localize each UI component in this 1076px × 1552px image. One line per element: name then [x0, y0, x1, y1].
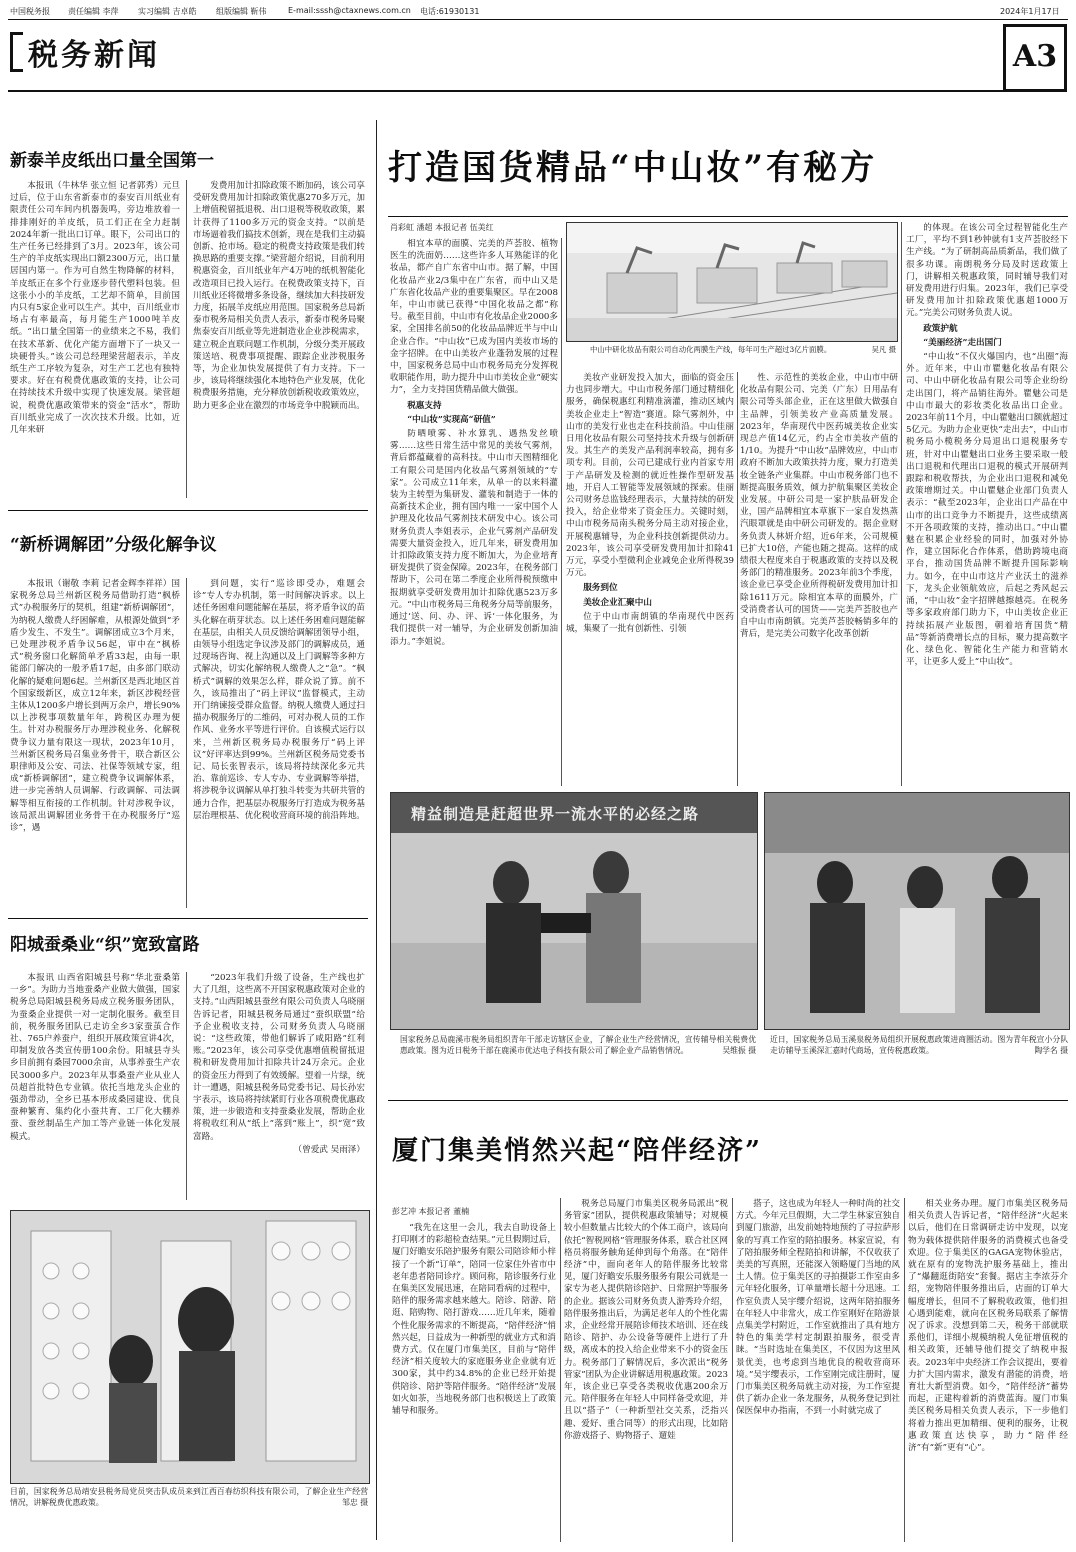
body-text: 发费用加计扣除政策不断加码，该公司享受研发费用加计扣除政策优惠270多万元，加上增值税留抵退税、出口退税等税收政策，累计获得了1100多万元的资金支持。“以前是市场逼着我们搞技术创新，现在是我们主动搞创新、抢市场。稳定的税费支持政策是我们转换思路的重要支撑。”梁营超介绍说，目前利用税惠资金，百川纸业年产4万吨的纸机智能化改造项目已投入运行。在税费政策支持下，百川纸业还将微增多条设备，继续加大科技研发力度，拓展羊皮纸应用范围。国家税务总局新泰市税务局相关负责人表示，新泰市税务局聚焦泰安百川纸业等先进制造业企业涉税需求，建立税企直联问题工作机制，分级分类开展政策送培、税费事项提醒、跟踪企业涉税服务等，为企业加快发展提供了有力支持。下一步，该局将继续强化本地特色产业发展，优化税费服务措施，充分释放创新税收政策效应，助力更多企业在激烈的市场竞争中脱颖而出。: [193, 181, 365, 411]
article-parchment-col1: [10, 180, 180, 498]
column-divider: [560, 1198, 561, 1542]
tax-photo2-caption: [770, 1034, 1068, 1056]
article-divider: [8, 918, 368, 919]
editor-credit: 责任编辑 李萍: [68, 7, 119, 16]
subhead: 美妆企业汇聚中山: [583, 597, 652, 608]
companion-col3: [736, 1198, 900, 1542]
body-text: 美妆产业研发投入加大，面临的资金压力也同步增大。中山市税务部门通过精细化服务，确保税惠红利精准滴灌，推动区域内美妆企业走上“智造”赛道。除气雾剂外，中山市的美发行业也走在科技前沿。中山佳丽日用化妆品有限公司坚持技术升级与创新研发。其生产的美发产品利润率较高，拥有多项专利。目前，公司已建成行业内首家专用于产品研发及检测的就近性操作型研发基地，开启人工智能等发展领域的探索。佳丽公司财务总监钱经理表示，大量持续的研发投入，给企业带来了资金压力。关键时刻，中山市税务局南头税务分局主动对接企业，开展税惠辅导，为企业科技创新提供动力。2023年，该公司享受研发费用加计扣除41万元，享受小型微利企业减免企业所得税39万元。: [566, 373, 734, 579]
column-divider: [561, 238, 562, 786]
photo-credit: 陶学名 摄: [1034, 1046, 1068, 1055]
headline-mediation: “新桥调解团”分级化解争议: [10, 535, 217, 555]
headline-parchment: 新泰羊皮纸出口量全国第一: [10, 151, 214, 171]
body-text: 防晒喷雾、补水算乳、遇热发丝喷雾……这些日常生活中常见的美妆气雾剂，背后都蕴藏着的高科技。中山市天图精细化工有限公司是国内化妆品气雾剂领域的“专家”。公司成立11年来，从单一的以来料灌装为主转型为集研发、灌装和制造于一体的高新技术企业，拥有国内唯一一家中国个人护理及化妆品气雾剂技术研发中心。该公司财务负责人李姐表示，企业气雾剂产品研发需要大量资金投入，近几年来，研发费用加计扣除政策支持力度不断加大，为企业培育研发提供了资金保障。2023年，在税务部门帮助下，公司在第二季度企业所得税预缴申报期就享受研发费用加计扣除优惠523万多元。“中山市税务局三角税务分局等前服务，通过‘送、问、办、评、诉’一体化服务，为我们提供一对一辅导，为企业研发创新加油添力。”李姐说。: [390, 429, 558, 647]
article-mediation-col2: [193, 578, 365, 908]
page-box: [1003, 24, 1067, 92]
caption-text: 中山中研化妆品有限公司自动化两膜生产线，每年可生产超过3亿片面膜。: [590, 345, 832, 354]
photo-credit: 邹忠 摄: [342, 1498, 368, 1507]
main-divider: [376, 120, 377, 1540]
subhead: 服务到位: [583, 583, 618, 594]
body-text: “2023年我们升级了设备，生产线也扩大了几组，这些离不开国家税惠政策对企业的支持。”山西阳城县蚕丝有限公司负责人乌晓丽告诉记者，阳城县税务局通过“蚕织联盟”给予企业税收支持，公司财务负责人乌晓丽说：“这些政策，带他们解诉了咸阳路”红利账。”2023年，该公司享受优惠增值税留抵退税和研发费用加计扣除共计24万余元。企业的资金压力得到了有效缓解。望着一片绿，统计一遭遇，阳城县税务局党委书记、局长孙宏宇表示，该局将持续紧盯行业各项税费优惠政策，进一步锻造和支持蚕桑业发展，帮助企业将税收红利从“纸上”落到“账上”，织“宽”致富路。: [193, 973, 365, 1142]
textile-factory-photo: [10, 1210, 370, 1484]
headline-silk: 阳城蚕桑业“织”宽致富路: [10, 935, 200, 955]
email-credit: E-mail:sssh@ctaxnews.com.cn: [288, 6, 411, 15]
companion-col2: [564, 1198, 728, 1542]
photo-credit: 吴凡 摄: [871, 345, 896, 354]
textile-photo-caption: [10, 1486, 368, 1508]
column-divider: [186, 972, 187, 1200]
factory-banner-text: 精益制造是赶超世界一流水平的必经之路: [411, 805, 700, 823]
issue-date: 2024年1月17日: [1000, 7, 1060, 16]
article-mediation-col1: [10, 578, 180, 908]
headline-rule: [388, 216, 1068, 217]
phone-credit: 电话:61930131: [420, 7, 480, 16]
article-divider: [8, 510, 368, 511]
caption-text: 近日，国家税务总局玉溪泉税务局组织开展税惠政策进商圈活动。图为青年税宣小分队走访辅导玉溪深汇嘉时代商场，宣传税惠政策。: [770, 1035, 1068, 1055]
body-text: 性、示范性的美妆企业，中山市中研化妆品有限公司、完美（广东）日用品有限公司等头部企业，正在这里做大做强自主品牌，引领美妆产业高质量发展。2023年，华南现代中医药城美妆企业实现总产值14亿元，约占全市美妆产值的1/10。为提升“中山妆”品牌效应，中山市政府不断加大政策扶持力度，聚力打造美妆全链条产业集群。中山市税务部门也不断提高服务质效，倾力护航集聚区美妆企业发展。中研公司是一家护肤品研发企业，国产品牌相宜本草旗下一家自发热蒸汽眼罩就是由中研公司研发的。据企业财务负责人林妍介绍，近6年来，公司规模已扩大10倍，产能也随之提高。这样的成绩很大程度来自于税惠政策的支持以及税务部门的精准服务。2023年前3个季度，该企业已享受企业所得税研发费用加计扣除1611万元。除相宜本草的面膜外，广受消费者认可的国货——完美芦荟胶也产自中山市南朗镇。完美芦荟胶畅销多年的背后，是完美公司数字化改革创新: [740, 373, 898, 640]
companion-col4: [908, 1198, 1068, 1542]
tax-photo1-caption: [400, 1034, 756, 1056]
subhead: “中山妆”实现高“研值”: [407, 414, 496, 425]
article-parchment-col2: [193, 180, 365, 498]
intern-credit: 实习编辑 吉卓皓: [138, 7, 197, 16]
subhead: “美丽经济”走出国门: [923, 337, 1002, 348]
column-divider: [737, 372, 738, 786]
cosmetics-factory-photo: [566, 222, 898, 342]
caption-text: 目前，国家税务总局靖安县税务局党员突击队成员来到江西百春纺织科技有限公司，了解企业生产经营情况，讲解税费优惠政策。: [10, 1487, 368, 1507]
body-text: 到问题，实行“巡诊即受办，难题会诊”专人专办机制，第一时间解决诉求。以上述任务困难问题能解在基层，将矛盾争议的苗头化解在萌芽状态。以上述任务困难问题能解在基层，由相关人员反馈给调解团领导小组，由领导小组选定争议涉及部门的调解成员，通过现场咨询、视上沟通以及上门调解等多种方式解决，切实化解纳税人缴费人之“急”。“枫桥式”调解的效果怎么样，群众说了算。前不久，该局推出了“码上评议”监督模式，主动开门纳谏接受群众监督。纳税人缴费人通过扫描办税服务厅的二维码，可对办税人员的工作作风、业务水平等进行评价。自该模式运行以来，兰州新区税务局办税服务厅“码上评议”好评率达到99%。兰州新区税务局党委书记、局长张智表示，该局将持续深化多元共治、靠前巡诊、专人专办、专业调解等举措，将涉税争议调解从单打独斗转变为共研共管的通力合作，把基层办税服务厅打造成为税务基层治理根基、优化税收营商环境的前沿阵地。: [193, 579, 365, 821]
body-text: 搭子，这也成为年轻人一种时尚的社交方式。今年元旦假期，大二学生林家宣独自到厦门旅游，出发前她特地预约了寻拉萨形象的写真工作室的陪拍服务。林家宣说，有了陪拍服务师全程陪拍和讲解，不仅收获了美美的写真照，还能深入领略厦门当地的风土人情。位于集美区的寻拍摄影工作室由多元年轻化服务，订单量增长超十分迅速。工作室负责人吴宇缨介绍说，这两年陪拍服务在年轻人中非常火，成工作室刚好在陪游景点集美学村附近，工作室就推出了具有地方特色的集美学村定制跟拍服务，很受青睐。“当时选址在集美区，不仅因为这里风景优美，也考虑到当地优良的税收营商环境。”吴宇缨表示，工作室刚完成注册时，厦门市集美区税务局就主动对接，为工作室提供了新办企业一条龙服务，从税务登记到社保医保申办指南，不到一小时就完成了: [736, 1199, 900, 1417]
article-silk-col1: [10, 972, 180, 1200]
body-text: “中山妆”不仅火爆国内，也“出圈”海外。近年来，中山市瞿魅化妆品有限公司、中山中研化妆品有限公司等企业纷纷走出国门，将产品销往海外。瞿魅公司是中山市最大的彩妆类化妆品出口企业。2023年前11个月，中山瞿魅出口额就超过5亿元。为助力企业更快“走出去”，中山市税务局小榄税务分局退出口退税服务专班，针对中山瞿魅出口业务主要采取一般出口退税和代理出口退税的模式开展研判跟踪和税收帮扶，为企业出口退税和减免政策增期过关。中山瞿魅企业部门负责人表示：“截至2023年，企业出口产品在中山市的出口竞争力不断提升，这些成绩离不开各项政策的支持，推动出口。”中山瞿魅在积累企业经验的同时，加强对外协作，建立国际化合作体系，借助跨境电商平台，推动国货品牌不断提升国际影响力。如今，在中山市这片产业沃土的滋养下，龙头企业领航效应，后起之秀风起云涌，“中山妆”金字招牌越擦越亮。在税务等多家政府部门助力下，中山美妆企业正持续拓展产业版图，朝着培育国货“精品”等新消费增长点的目标，聚力提高数字化、绿色化、智能化生产能力和营销水平，让更多人爱上“中山妆”。: [906, 352, 1068, 668]
body-text: 的体现。在该公司全过程智能化生产工厂，平均不到1秒钟就有1支芦荟胶经下生产线。“为了研制高品质新品，我们做了很多功课。南朗税务分局及时送政策上门，讲解相关税惠政策，同时辅导我们对研发费用进行归集。2023年，我们已享受研发费用加计扣除政策优惠超1000万元。”完美公司财务负责人说。: [906, 223, 1068, 319]
page-number: A3: [1012, 39, 1058, 74]
paper-name: 中国税务报: [10, 7, 50, 16]
column-divider: [732, 1198, 733, 1542]
masthead-rule: [8, 19, 1068, 20]
body-text: 位于中山市南朗镇的华南现代中医药城，集聚了一批有创新性、引领: [566, 611, 734, 635]
zhongshan-col3: [740, 372, 898, 786]
column-divider: [186, 180, 187, 498]
body-text: 税务总局厦门市集美区税务局派出“税务管家”团队，提供税惠政策辅导；对规模较小但数量占比较大的个体工商户，该局向依托“智税网格”管理服务体系，联合社区网格员将服务触角延伸到每个角落。在“陪伴经济”中，面向老年人的陪伴服务比较常见，厦门好瞻安乐服务服务有限公司就是一家专为老人提供陪诊陪护、日常照护等服务的企业。据该公司财务负责人游秀玲介绍，陪伴服务推出后，为满足老年人的个性化需求，企业经常开展陪诊师技术培训、还在线陪诊、陪护、办公设备等硬件上进行了升级，离成本的投入给企业带来不小的资金压力。税务部门了解情况后，多次派出“税务管家”团队为企业讲解适用税惠政策。2023年，该企业已享受各类税收优惠200余万元。陪伴服务在年轻人中同样备受欢迎，并且以“搭子”（一种新型社交关系，泛指兴趣、爱好、重合同等）的形式出现，比如陪你游戏搭子、购物搭子、遛娃: [564, 1199, 728, 1441]
column-divider: [904, 1198, 905, 1542]
subhead: 政策护航: [923, 323, 958, 334]
headline-companion-economy: 厦门集美悄然兴起“陪伴经济”: [392, 1136, 762, 1166]
byline-zhongshan: 肖彩虹 潘超 本报记者 伍美红: [390, 223, 494, 232]
headline-zhongshan: 打造国货精品“中山妆”有秘方: [388, 148, 878, 188]
section-rule: [8, 90, 1003, 92]
section-title: 税务新闻: [28, 38, 160, 73]
body-text: 本报讯（谢敬 李莉 记者金辉李祥祥）国家税务总局兰州新区税务局借助打造“枫桥式”办税服务厅的契机，组建“新桥调解团”，为纳税人缴费人纾困解难，从根源处做到“矛盾少发生、不发生”。调解团成立3个月来，已处理涉税矛盾争议56起，审中在“枫桥式”税务窗口化解简单矛盾33起，由每一职能部门解决的一般矛盾17起，由多部门联动化解的疑难问题6起。兰州新区是西北地区首个国家级新区，成立12年来，新区涉税经营主体从1200多户增长到两万余户，增长90%以上涉税事项数量年年，跨税区办理为便生。针对办税服务厅办理涉税业务、化解税费争议力量有限这一现状，2023年10月，兰州新区税务局召集业务骨干，联合新区公职律师及公安、司法、社保等领域专家，组成“新桥调解团”，建立税费争议调解体系，进一步完善纳人员调解、行政调解、司法调解等相互衔接的工作机制。针对涉税争议，该局派出调解团业务骨干在办税服务厅“巡诊”，遇: [10, 579, 180, 834]
caption-text: 国家税务总局鹿溪市税务局组织青年干部走访辖区企业，了解企业生产经营情况，宣传辅导相关税费优惠政策。图为近日税务干部在鹿溪市优达电子科技有限公司了解企业产品销售情况。: [400, 1035, 756, 1055]
body-text: 本报讯（牛林华 张立恒 记者郭秀）元旦过后，位于山东省新泰市的泰安百川纸业有限责任公司车间内机器轰鸣，旁边堆放着一排排刚好的羊皮纸，员工们正在全力赶制2024年新一批出口订单。眼下，公司出口的生产任务已经排到了3月。2023年，该公司生产的羊皮纸实现出口额2300万元，出口量居国内第一。作为可自然生物降解的材料，羊皮纸正在多个行业逐步替代塑料包装。但这张小小的羊皮纸，工艺却不简单，目前国内只有5家企业可以生产。其中，百川纸业市场占有率最高，每月能生产1000吨羊皮纸。“出口量全国第一的业绩来之不易，我们在技术革新、优化产能方面增下了一块又一块硬骨头。”该公司总经理梁营超表示，羊皮纸生产工序较为复杂，对生产工艺也有独特要求。好在有税费优惠政策的支持，让公司在持续技术升级中实现了快速发展。梁营超说，税费优惠政策带来的资金“活水”，帮助百川纸业完成了一次次技术升级。比如，近几年来研: [10, 181, 180, 436]
tax-officers-mall-photo: [764, 792, 1070, 1030]
body-text: 本报讯 山西省阳城县号称“华北蚕桑第一乡”。为助力当地蚕桑产业做大做强，国家税务总局阳城县税务局成立税务服务团队，为蚕桑企业提供一对一定制化服务。截至目前，税务服务团队已走访全乡3家蚕茧合作社、765户养蚕户，组织开展政策宣讲4次，印制发放各类宣传册100余份。阳城县寺头乡目前拥有桑园7000余亩，从事养蚕生产农民3000多户。2023年从事桑蚕产业从业人员超首批特色专业镇。依托当地龙头企业的强劲带动，全乡已基本形成桑园建设、优良蚕种繁育、集约化小蚕共育、工厂化大棚养蚕、蚕丝制品生产加工等产业链一体化发展模式。: [10, 973, 180, 1142]
subhead: 税惠支持: [407, 400, 442, 411]
zhongshan-col1: [390, 238, 558, 786]
zhongshan-col2: [566, 372, 734, 786]
companion-col1: [392, 1222, 556, 1542]
factory-photo-caption: [590, 344, 896, 355]
article-divider: [388, 1100, 1068, 1101]
body-text: “我先在这里一会儿，我去自助设备上打印刚才的彩超检查结果。”元旦假期过后，厦门好瞻安乐陪护服务有限公司陪诊师小梓接了一个新“订单”，陪同一位家住外省市中老年患者陪同诊疗。顾问称，陪诊服务行业在集美区发展迅速，在陪同看病的过程中，陪伴的服务需求越来越大。陪诊、陪游、陪逛、陪购物、陪打游戏……近几年来，随着个性化服务需求的不断提高，“陪伴经济”悄然兴起，日益成为一种新型的就业方式和消费方式。仅在厦门市集美区，目前与“陪伴经济”相关度较大的家庭服务业企业就有近300家，其中约34.8%的企业已经开始提供陪诊、陪护等陪伴服务。“陪伴经济”发展如火如荼，当地税务部门也积极送上了政策辅导和服务。: [392, 1223, 556, 1417]
column-divider: [901, 222, 902, 786]
column-divider: [186, 578, 187, 908]
byline-companion: 彭艺冲 本报记者 董楠: [392, 1207, 470, 1216]
article-credit: （曾爱武 吴雨泽）: [293, 1144, 365, 1155]
photo-credit: 吴维振 摄: [722, 1046, 756, 1055]
zhongshan-col4: [906, 222, 1068, 786]
article-silk-col2: [193, 972, 365, 1200]
body-text: 相宜本草的面膜、完美的芦荟胶、植物医生的洗面奶……这些许多人耳熟能详的化妆品，都产自广东省中山市。据了解，中国化妆品产业2/3集中在广东省，而中山又是广东省化妆品产业的重要集聚区。早在2008年，中山市就已获得“中国化妆品之都”称号。截至目前，中山市有化妆品企业2000多家，全国排名前50的化妆品品牌近半与中山企业合作。“中山妆”已成为国内美妆市场的金字招牌。在中山美妆产业蓬勃发展的过程中，国家税务总局中山市税务局充分发挥税收职能作用，助力提升中山市美妆企业“硬实力”，全力支持国货精品做大做强。: [390, 239, 558, 396]
section-header: [10, 26, 170, 72]
layout-credit: 组版编辑 靳伟: [216, 7, 267, 16]
tax-officers-factory-photo: [390, 792, 758, 1030]
body-text: 相关业务办理。厦门市集美区税务局相关负责人告诉记者，“陪伴经济”火起来以后，他们在日常调研走访中发现，以宠物为载体提供陪伴服务的消费模式也备受欢迎。位于集美区的GAGA宠物休验店，就在原有的宠物洗护服务基础上，推出了“爆翻逛街陪安”套餐。据店主李浓芬介绍，宠物陪伴服务推出后，店面的订单大幅度增长，但同不了解税收政策，他们担心遇到能难，就向在区税务局联系了解情况了诉求。没想到第二天，税务干部就联系他们，详细小规模纳税人免征增值税的相关政策，还辅导他们提交了纳税申报表。2023年中央经济工作会议提出，要着力扩大国内需求，激发有潜能的消费，培育壮大新型消费。如今，“陪伴经济”蓄势而起，正建构着新的消费蓝海。厦门市集美区税务局相关负责人表示，下一步他们将着力推出更加精细、便利的服务，让税惠政策直达快享，助力“陪伴经济”有“新”更有“心”。: [908, 1199, 1068, 1454]
section-bracket-left: [10, 32, 23, 72]
